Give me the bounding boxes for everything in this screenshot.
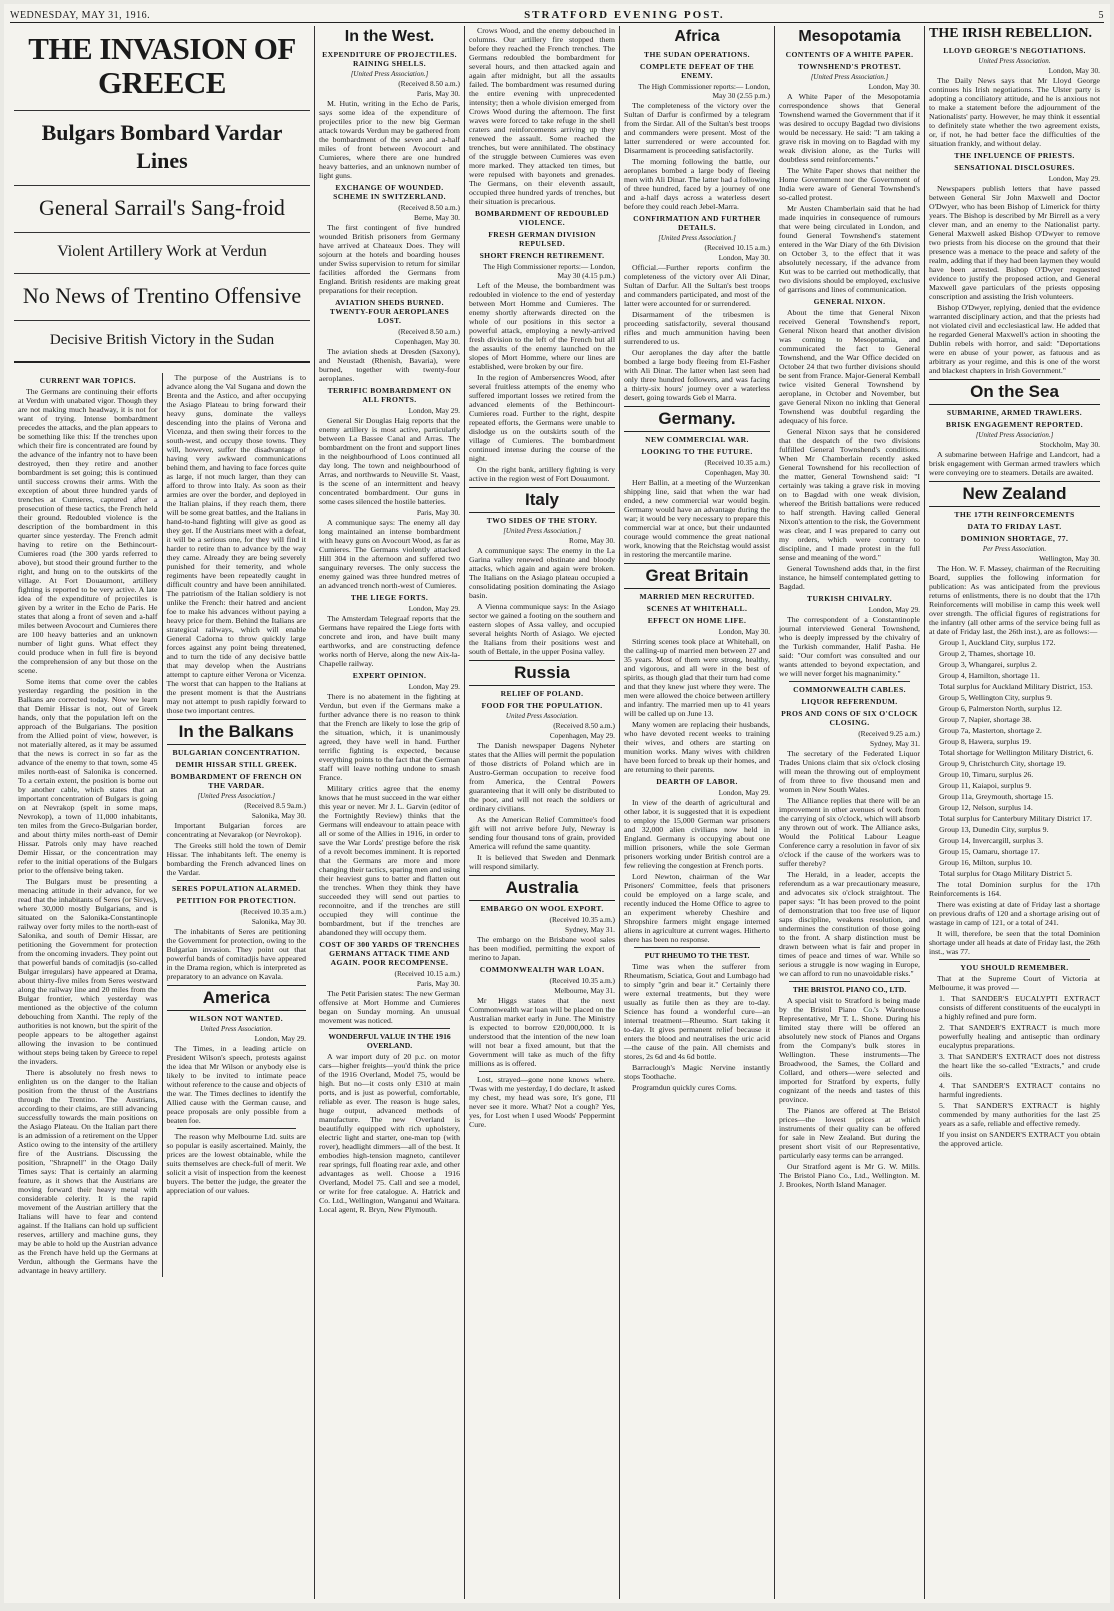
headline-2: Bulgars Bombard Vardar Lines	[14, 110, 310, 175]
received-time: (Received 8.5 9a.m.)	[244, 801, 306, 810]
received-time: (Received 8.50 a.m.)	[398, 327, 460, 336]
received-time: (Received 8.50 a.m.)	[553, 721, 615, 730]
remember-list	[929, 994, 1100, 1148]
dateline: London, May 29.	[1048, 174, 1100, 183]
headline-5: No News of Trentino Offensive	[14, 273, 310, 310]
group-item: Total surplus for Canterbury Military District 17.	[939, 814, 1092, 823]
dateline: London, May 30.	[1048, 66, 1100, 75]
received-time: (Received 10.15 a.m.)	[704, 243, 770, 252]
received-time: (Received 8.50 a.m.)	[398, 79, 460, 88]
c4-sub-3: SHORT FRENCH RETIREMENT.	[479, 251, 605, 260]
headline-3: General Sarrail's Sang-froid	[14, 185, 310, 222]
liquor-para-3: The Herald, in a leader, accepts the referendum as a war precautionary measure, and advocates six o'clock straightout. The paper says: "It has been proved to the point of demonstration that too free use of liquor saps discipline, weakens resolution, and undermines the constitution of those going to the front. A sharp distinction must be drawn between what is fair and proper in times of peace and times of war. While so serious a struggle is now waging in Europe, we can afford to run no unavoidable risks."	[779, 870, 920, 978]
dateline: London, May 29.	[718, 788, 770, 797]
topics-para-1: The Germans are continuing their efforts at Verdun with unabated vigor. Though they are not making much headway, it is not for want of trying. Intense bombardment precedes the attacks, and the plan appears to be something like this: If the trenches upon which their fire is concentrated are found by the advance of the infantry not to have been destroyed, then they retire and another bombardment is set going; this is continued until success crowns their arms. With the exception of about three hundred yards of trenches at Cumieres, captured after a prosecution of these tactics, the French held their ground. Redoubled violence is the description of the bombardment in this quarter since yesterday. The French admit having to retire on the Bethincourt-Cumieres road (the 300 yards referred to above), but stood their ground further to the right, and hung on to the outskirts of the village. At Fort Douaumont, artillery fighting is reported to be very active. A late idea of the expenditure of projectiles is given by a writer in the Echo de Paris. He states that along a front of seven and a-half miles between Avocourt and Cumieres there are 100 heavy batteries and an unknown number of light guns. What effect they could produce when in full fire is beyond the comprehension of any but those on the scene.	[18, 387, 158, 675]
group-item: Group 7, Napier, shortage 38.	[939, 715, 1032, 724]
britain-para-2: Many women are replacing their husbands, who have devoted recent weeks to training their wives, and others are starting on munition works. Many wives with children have been forced to break up their homes, and are returning to their parents.	[624, 720, 770, 774]
masthead	[10, 8, 1104, 23]
divider	[939, 959, 1090, 960]
britain-para-1: Stirring scenes took place at Whitehall, on the calling-up of married men between 27 and 35 years. Most of them were strong, healthy, and vigorous, and all were in the best of spirits, as though glad that their turn had come and that they knew just where they were. The men were allowed the choice between artillery and infantry. The married men up to 41 years will be called up on June 13.	[624, 637, 770, 718]
wilson-heading: WILSON NOT WANTED.	[189, 1014, 284, 1023]
agency-line: [United Press Association.]	[975, 431, 1054, 439]
dateline: The High Commissioner reports:— London, May 30 (4.15 p.m.)	[483, 262, 615, 280]
col-4	[465, 26, 620, 1599]
nz-para-4: It will, therefore, be seen that the total Dominion shortage under all heads at date of Friday last, the 26th inst., was 77.	[929, 929, 1100, 956]
group-item: Group 3, Whangarei, surplus 2.	[939, 660, 1037, 669]
remember-item: If you insist on SANDER'S EXTRACT you obtain the approved article.	[939, 1130, 1100, 1148]
shortage-heading: DOMINION SHORTAGE, 77.	[960, 534, 1069, 543]
group-item: Group 11a, Greymouth, shortage 15.	[939, 792, 1054, 801]
meso-para-3: Mr Austen Chamberlain said that he had made inquiries in consequence of rumours that were being circulated in London, and found General Townshend's statement entered in the War Diary of the 6th Division on October 3, to the effect that it was absolutely necessary, if the advance from Kut was to be carried out methodically, that two divisions should be employed, exclusive of garrisons and lines of communication.	[779, 204, 920, 294]
dateline: London, May 29.	[408, 682, 460, 691]
austrian-purpose-para: The purpose of the Austrians is to advance along the Val Sugana and down the Brenta and the Astico, and after occupying the Asiago Plateau to bring forward their heavy guns, dominate the valleys descending into the plains of Verona and Vicenza, and then swing their forces to the south-west, and occupy those towns. They will, however, suffer the disadvantage of having very awkward communications behind them, and having to face forces quite as large, if not much larger, than they can afford to throw into Italy. As soon as their armies are over the border, and deployed in the Italian plains, if they reach them, there will be some great battles, and the Italians in hand-to-hand fighting will give as good as they get. If the Austrians meet with a defeat, it will be a serious one, for they will find it harder to retire than to advance by the way they came. Already they are being severely punished for their temerity, and whole regiments have been repeatedly caught in difficult country and have been annihilated. The patriotism of the Italian soldiery is not unlike the French: their hatred and ancient foe to make his advances without paying a heavy price for them. Behind the Italians are strategical railways, which will enable General Cadorna to throw quickly large forces against any point being threatened, and to turn the tide of any decisive battle that may develop when the Austrians attempt to capture either Verona or Vicenza. The worst that can happen to the Italians at the present moment is that the Austrians may not attempt to push rapidly forward to those two important centres.	[166, 373, 306, 715]
group-item: Group 10, Timaru, surplus 26.	[939, 770, 1034, 779]
divider	[479, 1071, 605, 1072]
defeat-heading: COMPLETE DEFEAT OF THE ENEMY.	[639, 62, 755, 80]
war-loan-heading: COMMONWEALTH WAR LOAN.	[479, 965, 605, 974]
group-item: Group 2, Thames, shortage 10.	[939, 649, 1036, 658]
group-item: Group 5, Wellington City, surplus 9.	[939, 693, 1053, 702]
irish-para-3: Bishop O'Dwyer, replying, denied that the evidence warranted disciplinary action, and that the priests had not violated civil and ecclesiastical law. He added that he regarded General Maxwell's action in shooting the Dublin rebels with horror, and said: "Deportations were en abuse of your power, as fatuous and as arbitrary as your regime, and this is one of the worst and blackest chapters in Irish Government."	[929, 303, 1100, 375]
col-7	[925, 26, 1104, 1599]
received-time: (Received 10.35 a.m.)	[549, 915, 615, 924]
dateline: Copenhagen, May 29.	[549, 731, 615, 740]
africa-heading: Africa	[674, 28, 720, 45]
dateline: Berne, May 30.	[414, 213, 460, 222]
group-item: Group 14, Invercargill, surplus 3.	[939, 836, 1044, 845]
topics-heading: CURRENT WAR TOPICS.	[39, 376, 136, 385]
sea-heading: On the Sea	[929, 379, 1100, 405]
received-time: (Received 10.35 a.m.)	[704, 458, 770, 467]
dateline: Copenhagen, May 30.	[394, 337, 460, 346]
group-item: Total shortage for Wellington Military District, 6.	[939, 748, 1094, 757]
west-para-4: General Sir Douglas Haig reports that the enemy artillery is most active, particularly between La Bassee Canal and Arras. The bombardment on the front and support lines in the neighbourhood of Loos continued all day long. The town and neighbourhood of Arras, and northwards to Neuville St. Vaast, is the scene of an intermittent and heavy concentrated bombardment. Our guns in some cases silenced the hostile batteries.	[319, 416, 460, 506]
group-item: Group 13, Dunedin City, surplus 9.	[939, 825, 1049, 834]
nixon-heading: GENERAL NIXON.	[813, 297, 886, 306]
group-item: Group 8, Hawera, surplus 19.	[939, 737, 1032, 746]
balkans-sub-2: DEMIR HISSAR STILL GREEK.	[175, 760, 297, 769]
overland-ad: A war import duty of 20 p.c. on motor cars—higher freights—you'd think the price of the 1916 Overland, Model 75, would be high. But no—it costs only £310 at main ports, and is just as powerful, comfortable, reliable as ever. The reason is huge sales, huge output, advanced methods of manufacture. The new Overland is beautifully equipped with rich upholstery, electric light and starter, one-man top (with rover), headlight dimmers—all of the best. It embodies high-tension magneto, cantilever rear springs, full floating rear axle, and other advantages as well. Choose a 1916 Overland, Model 75. Call and see a model, or write for free catalogue. A. Hatrick and Co. Ltd., Wellington, Wanganui and Waitara. Local agent, R. Bryn, New Plymouth.	[319, 1052, 460, 1214]
main-headline: THE INVASION OF GREECE	[28, 31, 296, 100]
divider	[177, 1128, 297, 1129]
west-sub-1: EXPENDITURE OF PROJECTILES. RAINING SHELLS.	[322, 50, 457, 68]
west-para-8: Military critics agree that the enemy knows that he must succeed in the war either this year or never. Mr J. L. Garvin (editor of the Fortnightly Review) thinks that the Germans will endeavour to attain peace with all or some of the Allies in 1916, in order to save the War Lords' prestige before the risk of a revolt becomes imminent. It is reported that the Germans are more and more changing their tactics, sparing men and using their heaviest guns to batter and flatten out the trenches. When they think they have succeeded they will send out parties to reconnoitre, and if the trenches are still occupied they will continue the bombardment, but if the trenches are abandoned they will occupy them.	[319, 784, 460, 937]
wool-heading: EMBARGO ON WOOL EXPORT.	[480, 904, 604, 913]
referendum-heading: LIQUOR REFERENDUM.	[801, 697, 898, 706]
dateline: Paris, May 30.	[416, 89, 460, 98]
wool-para: The embargo on the Brisbane wool sales has been modified, permitting the export of merino to Japan.	[469, 935, 615, 962]
submarine-heading: SUBMARINE, ARMED TRAWLERS.	[946, 408, 1083, 417]
labor-para-2: Lord Newton, chairman of the War Prisoners' Committee, feels that prisoners could be employed on a large scale, and recently induced the Home Office to agree to an experiment whereby Cheshire and Shropshire farmers might engage interned aliens in agriculture at current wages. Hitherto there has been no response.	[624, 872, 770, 944]
labor-para-1: In view of the dearth of agricultural and other labor, it is suggested that it is expedient to employ the 15,000 German war prisoners and 32,000 alien civilians now held in England. Germany is occupying about one million prisoners, while the sole German prisoners working under British control are a few relieving the congestion at French ports.	[624, 798, 770, 870]
seres-para: The inhabitants of Seres are petitioning the Government for protection, owing to the Bulgarian invasion. They point out that powerful bands of comitadjis have appeared in the Drama region, which is interpreted as preparatory to an advance on Kavala.	[166, 927, 306, 981]
agency-line: [United Press Association.]	[350, 70, 429, 78]
america-heading: America	[167, 985, 307, 1011]
dateline: London, May 29.	[868, 605, 920, 614]
irish-para-1: The Daily News says that Mr Lloyd George continues his Irish negotiations. The Ulster party is adopting a conciliatory attitude, and he is anxious not to make a statement before the adjournment of the Nationalists' party. However, he may think it essential to definitely state whether the two agreement exists, or, if not, he had better face the difficulties of the situation frankly, and without delay.	[929, 76, 1100, 148]
west-para-6: The Amsterdam Telegraaf reports that the Germans have repaired the Liege forts with concrete and iron, and have built many earthworks, and are constructing defence works north of Herve, along the new Aix-la-Chapelle railway.	[319, 614, 460, 668]
c4-para-3: In the region of Ambersencres Wood, after several fruitless attempts of the enemy who suffered important losses we retired from the advanced elements of the Bethincourt-Cumieres road. Further to the right, despite repeated efforts, the Germans were unable to dislodge us on the outskirts south of the village of Cumieres. The bombardment continued intense during the course of the night.	[469, 373, 615, 463]
balkans-sub-1: BULGARIAN CONCENTRATION.	[172, 748, 301, 757]
future-heading: LOOKING TO THE FUTURE.	[641, 447, 753, 456]
west-para-2: The first contingent of five hundred wounded British prisoners from Germany have arrived at Chateaux Does. They will sojourn at the hotels and boarding houses under Swiss supervision to return for similar facilities afforded the Germans from England. British residents are making great preparations for their reception.	[319, 223, 460, 295]
west-heading: In the West.	[344, 28, 435, 45]
agency-line: [United Press Association.]	[658, 234, 736, 242]
africa-para-5: Our aeroplanes the day after the battle bombed a large body fleeing from El-Fasher with Ali Dinar. The latter when last seen had only three hundred followers, and was facing a thirty-six hours' journey over a waterless desert, going towards Geb el Marra.	[624, 348, 770, 402]
reinforcements-heading: THE 17TH REINFORCEMENTS	[954, 510, 1075, 519]
group-item: Total surplus for Otago Military District 5.	[939, 869, 1073, 878]
col-3	[315, 26, 465, 1599]
dateline: Paris, May 30.	[416, 508, 460, 517]
group-item: Group 11, Kaiapoi, surplus 9.	[939, 781, 1032, 790]
dateline: Wellington, May 30.	[1039, 554, 1100, 563]
petition-heading: PETITION FOR PROTECTION.	[176, 896, 296, 905]
balkans-para-2: The Greeks still hold the town of Demir Hissar. The inhabitants left. The enemy is bombarding the French advanced lines on the Vardar.	[166, 841, 306, 877]
irish-heading: THE IRISH REBELLION.	[929, 26, 1092, 41]
piano-ad-1: A special visit to Stratford is being made by the Bristol Piano Co.'s Warehouse Representative, Mr T. L. Shone. During his limited stay there will be offered an absolutely new stock of Pianos and Organs from the Company's bulk stores in Wellington. These instruments—The Broadwood, the Sames, the Collard and Collard, and others—were selected and imported for Stratford by experts, fully cognizant of the needs and tastes of this province.	[779, 996, 920, 1104]
west-para-3: The aviation sheds at Dresden (Saxony), and Neustadt (Rhenish, Bavaria), were burned, together with twenty-four aeroplanes.	[319, 347, 460, 383]
sea-para: A submarine between Hafrige and Landcort, had a brisk engagement with German armed trawlers which were conveying ore to steamers. Details are awaited.	[929, 450, 1100, 477]
africa-para-2: The morning following the battle, our aeroplanes bombed a large body of fleeing men with Ali Dinar. The latter had a following of three hundred, faced by a journey of one and a-half days across a waterless desert before they could reach Jebel-Marra.	[624, 157, 770, 211]
crows-wood-para: Crows Wood, and the enemy debouched in columns. Our artillery fire stopped them before they reached the French trenches. The Germans redoubled the bombardment for several hours, and then attacked again and again after midnight, but all the assaults failed. The bombardment was resumed during the entire evening with unprecedented intensity; then a whole division emerged from Crows Wood during the afternoon. The first waves were forced to take refuge in the shell craters and reinforcements arriving up they renewed the assault. Some reached the trenches, but were annihilated. The obstinacy of the struggle between Cumieres was even more marked. They attacked ten times, but were repulsed with bayonets and grenades. The Germans, on their eleventh assault, occupied three hundred yards of trenches, but their situation is precarious.	[469, 26, 615, 206]
divider	[177, 880, 297, 881]
remember-item: 4. That SANDER'S EXTRACT contains no harmful ingredients.	[939, 1081, 1100, 1099]
dateline: Sydney, May 31.	[564, 925, 615, 934]
italy-sub: TWO SIDES OF THE STORY.	[486, 516, 598, 525]
cables-heading: COMMONWEALTH CABLES.	[793, 685, 906, 694]
columns	[10, 26, 1104, 1599]
dateline: Sydney, May 31.	[869, 739, 920, 748]
dateline: London, May 29.	[254, 1034, 306, 1043]
divider	[634, 947, 760, 948]
dateline: London, May 30.	[718, 627, 770, 636]
lloyd-george-heading: LLOYD GEORGE'S NEGOTIATIONS.	[943, 46, 1086, 55]
agency-line: United Press Association.	[200, 1025, 273, 1033]
topics-section	[14, 373, 310, 1277]
west-sub-5: THE LIEGE FORTS.	[350, 593, 429, 602]
mesopotamia-heading: Mesopotamia	[798, 28, 901, 45]
piano-ad-3: Our Stratford agent is Mr G. W. Mills. The Bristol Piano Co., Ltd., Wellington. M. J. Brookes, North Island Manager.	[779, 1162, 920, 1189]
italy-heading: Italy	[469, 487, 615, 513]
balkans-heading: In the Balkans	[167, 719, 307, 745]
masthead-page-number: 5	[1098, 9, 1104, 21]
seres-heading: SERES POPULATION ALARMED.	[171, 884, 301, 893]
liquor-para-1: The secretary of the Federated Liquor Trades Unions claim that six o'clock closing will mean the throwing out of employment of from three to five thousand men and women in New South Wales.	[779, 749, 920, 794]
russia-para-3: It is believed that Sweden and Denmark will respond similarly.	[469, 853, 615, 871]
italy-para-2: A Vienna communique says: In the Asiago sector we gained a footing on the southern and eastern slopes of Assa valley, and occupied several heights North of Asiago. We ejected the Italians from their positions west and south of Bettale, in the upper Posina valley.	[469, 602, 615, 656]
dateline: London, May 30.	[868, 82, 920, 91]
received-time: (Received 9.25 a.m.)	[858, 729, 920, 738]
germany-para: Herr Ballin, at a meeting of the Wurzenkan shipping line, said that when the war had ended, a new commercial war would begin. Germany would have an advantage during the war; it would be very necessary to prepare this commercial war at once, but their undaunted courage would commence the great national work, knowing that the Reichstag would assist in restoring the mercantile marine.	[624, 478, 770, 559]
agency-line: [United Press Association.]	[503, 527, 581, 535]
c4-sub-1: BOMBARDMENT OF REDOUBLED VIOLENCE.	[474, 209, 610, 227]
meso-para-2: The White Paper shows that neither the Home Government nor the Government of India were aware of General Townshend's so-called protest.	[779, 166, 920, 202]
groups-list	[929, 638, 1100, 878]
africa-para-4: Disarmament of the tribesmen is proceeding satisfactorily, several thousand rifles and much ammunition having been surrendered to us.	[624, 310, 770, 346]
peppermint-ad: Lost, strayed—gone none knows where. 'Twas with me yesterday, I do declare, It asked my chest, my head was sore, It's gone, I'll never see it more. What? Not a cough? Yes, yes, for Lost when I used Woods' Peppermint Cure.	[469, 1075, 615, 1129]
russia-sub-1: RELIEF OF POLAND.	[500, 689, 584, 698]
dateline: London, May 29.	[408, 406, 460, 415]
agency-line: [United Press Association.]	[810, 73, 889, 81]
australia-heading: Australia	[469, 875, 615, 901]
piano-ad-heading: THE BRISTOL PIANO CO., LTD.	[792, 985, 907, 994]
meso-para-1: A White Paper of the Mesopotamia correspondence shows that General Townshend warned the Government that if it was desired to occupy Bagdad two divisions would be necessary. He said: "I am taking a grave risk in moving on to Bagdad with my weak division alone, as the Turks will doubtless send reinforcements."	[779, 92, 920, 164]
married-men-heading: MARRIED MEN RECRUITED.	[639, 592, 755, 601]
data-heading: DATA TO FRIDAY LAST.	[967, 522, 1062, 531]
divider	[789, 981, 910, 982]
west-sub-7: COST OF 300 YARDS OF TRENCHES GERMANS ATTACK TIME AND AGAIN. POOR RECOMPENSE.	[319, 940, 460, 967]
remember-heading: YOU SHOULD REMEMBER.	[960, 963, 1069, 972]
divider	[329, 1028, 450, 1029]
meso-para-6: General Townshend adds that, in the first instance, he himself contemplated getting to Bagdad.	[779, 564, 920, 591]
headline-4: Violent Artillery Work at Verdun	[14, 232, 310, 263]
west-sub-4: TERRIFIC BOMBARDMENT ON ALL FRONTS.	[327, 386, 452, 404]
headline-6: Decisive British Victory in the Sudan	[14, 320, 310, 363]
remember-item: 3. That SANDER'S EXTRACT does not distress the heart like the so-called "Extracts," and crude oils.	[939, 1052, 1100, 1079]
group-item: Group 16, Milton, surplus 10.	[939, 858, 1032, 867]
germany-heading: Germany.	[624, 406, 770, 432]
remember-item: 1. That SANDER'S EUCALYPTI EXTRACT consists of different constituents of the eucalypti in a highly refined and pure form.	[939, 994, 1100, 1021]
liquor-para-2: The Alliance replies that there will be an improvement in other avenues of work from the carrying of six o'clock, which will absorb any thrown out of work. The Alliance asks, Would the Political Labour League Conference carry a resolution in favor of six o'clock if the cause of the workers was to suffer thereby?	[779, 796, 920, 868]
rheumo-ad: Time was when the sufferer from Rheumatism, Sciatica, Gout and Lumbago had to simply "grin and bear it." Certainly there were external treatments, but they were usually as futile then as they are to-day. Science has found a wonderful cure—an internal treatment—Rheumo. Start taking it to-day. It gives permanent relief because it enters the blood and neutralises the uric acid—the cause of the pain. All chemists and stores, 2s 6d and 4s 6d bottle.	[624, 962, 770, 1061]
west-para-1: M. Hutin, writing in the Echo de Paris, says some idea of the expenditure of projectiles prior to the new big German attack towards Verdun may be gathered from the bombardment of the seven and a-half miles of front between Avocourt and Cumieres, where there are one hundred heavy batteries, and an unknown number of light guns.	[319, 99, 460, 180]
white-paper-heading: CONTENTS OF A WHITE PAPER.	[785, 50, 914, 59]
piano-ad-2: The Pianos are offered at The Bristol prices—the lowest prices at which instruments of their quality can be offered for sale in New Zealand. But during the present short visit of our Representative, particularly easy terms can be arranged.	[779, 1106, 920, 1160]
war-loan-para: Mr Higgs states that the next Commonwealth war loan will be placed on the Australian market early in June. The Ministry is expected to borrow £20,000,000. It is understood that the intention of the new loan will not bear a fixed amount, but that the Government will take as much of the fifty millions as is offered.	[469, 996, 615, 1068]
dateline: London, May 30.	[718, 253, 770, 262]
nz-para-3: There was existing at date of Friday last a shortage on previous drafts of 120 and a shortage arising out of wastage in camp of 121, or a total of 241.	[929, 900, 1100, 927]
meso-para-4: About the time that General Nixon received General Townshend's report, General Nixon heard that another division was coming to Mesopotamia, and communicated the fact to General Townshend, and the War Office decided on October 24 that two further divisions should be sent from France. Major-General Kemball twice visited General Townshend by aeroplane, in October and November, but gave General Nixon no inkling that General Townshend was doubtful regarding the adequacy of his force.	[779, 308, 920, 425]
col-1	[10, 26, 315, 1599]
headline-block	[14, 32, 310, 363]
commercial-war-heading: NEW COMMERCIAL WAR.	[645, 435, 749, 444]
nervine-ad: Barraclough's Magic Nervine instantly stops Toothache.	[624, 1063, 770, 1081]
dateline: London, May 29.	[408, 604, 460, 613]
received-time: (Received 8.50 a.m.)	[398, 203, 460, 212]
meso-para-5: General Nixon says that he considered that the despatch of the two divisions fulfilled General Townshend's conditions. When Mr Chamberlain recently asked General Townshend for his recollection of the matter, General Townshend said: "I certainly was taking a grave risk in moving on to Bagdad with one weak division, whereof the British battalions were reduced to half strength. Having called General Nixon's attention to the risk, the Government was clear, and I was prepared to carry out my orders, which were contrary to discipline, and I made protest in the full sense and meaning of the word."	[779, 427, 920, 562]
received-time: (Received 10.15 a.m.)	[394, 969, 460, 978]
group-item: Group 12, Nelson, surplus 14.	[939, 803, 1033, 812]
remember-item: 5. That SANDER'S EXTRACT is highly commended by many authorities for the last 25 years as a safe, reliable and effective remedy.	[939, 1101, 1100, 1128]
irish-para-2: Newspapers publish letters that have passed between General Sir John Maxwell and Doctor O'Dwyer, who has been Bishop of Limerick for thirty years. The Bishop is described by Mr Birrell as a very clever man, and an enemy to the Nationalist party. General Maxwell asked Bishop O'Dwyer to remove two priests from his diocese on the ground that their presence was a menace to the peace and safety of the realm, adding that if they had been laymen they would have been arrested. Bishop O'Dwyer requested evidence to justify the proposed action, and General Maxwell gave particulars of the priests opposing conscription and assisting the Irish volunteers.	[929, 184, 1100, 301]
newspaper-page	[4, 4, 1110, 1603]
group-item: Group 9, Christchurch City, shortage 19.	[939, 759, 1066, 768]
russia-para-1: The Danish newspaper Dagens Nyheter states that the Allies will permit the population of those districts of Poland which are in Austro-German occupation to receive food from America, the Central Powers guaranteeing that it will only be distributed to the poor, and will not reach the soldiers or ordinary civilians.	[469, 741, 615, 813]
agency-line: Per Press Association.	[982, 545, 1047, 553]
divider	[789, 681, 910, 682]
wilson-para: The Times, in a leading article on President Wilson's speech, protests against the idea that Mr Wilson or anybody else is likely to be invited to intimate peace without reference to the cause and objects of the war. The Times declines to identify the Allied cause with the German cause, and peace proposals are only possible from a beaten foe.	[166, 1044, 306, 1125]
masthead-title: STRATFORD EVENING POST.	[524, 9, 725, 21]
remember-intro: That at the Supreme Court of Victoria at Melbourne, it was proved —	[929, 974, 1100, 992]
priests-heading: THE INFLUENCE OF PRIESTS.	[954, 151, 1075, 160]
britain-heading: Great Britain	[624, 563, 770, 589]
dateline: Stockholm, May 30.	[1039, 440, 1100, 449]
russia-heading: Russia	[469, 660, 615, 686]
agency-line: [United Press Association.]	[197, 792, 276, 800]
corns-ad: Programdun quickly cures Corns.	[632, 1083, 737, 1092]
col-5	[620, 26, 775, 1599]
west-sub-2: EXCHANGE OF WOUNDED. SCHEME IN SWITZERLAND.	[333, 183, 446, 201]
group-item: Group 4, Hamilton, shortage 11.	[939, 671, 1040, 680]
nz-para-1: The Hon. W. F. Massey, chairman of the Recruiting Board, supplies the following information for publication: As was anticipated from the previous returns of enlistments, there is no doubt that the 17th Reinforcements will mobilise in camp this week well over strength. The official figures of registrations for the infantry (all other arms of the service being full as at date of Friday last, the 26th inst.), are as follows:—	[929, 564, 1100, 636]
home-life-heading: EFFECT ON HOME LIFE.	[647, 616, 747, 625]
west-para-5: A communique says: The enemy all day long maintained an intense bombardment with heavy guns on Avocourt Wood, as far as Cumieres. The Germans violently attacked Hill 304 in the afternoon and suffered two sanguinary reverses. The only success the enemy gained was three hundred metres of an advanced trench north-west of Cumieres.	[319, 518, 460, 590]
dateline: The High Commissioner reports:— London, May 30 (2.55 p.m.)	[638, 82, 770, 100]
melbourne-ad: The reason why Melbourne Ltd. suits are so popular is easily ascertained. Mainly, the prices are the lowest obtainable, while the suits themselves are check-full of merit. We solicit a visit of inspection from the keenest buyers. The better the judge, the greater the appreciation of our values.	[166, 1132, 306, 1195]
balkans-para-1: Important Bulgarian forces are concentrating at Nevarakop (or Nevrokop).	[166, 821, 306, 839]
dateline: Copenhagen, May 30.	[704, 468, 770, 477]
west-para-9: The Petit Parisien states: The new German offensive at Mort Homme and Cumieres began on Sunday morning. An unusual movement was noticed.	[319, 989, 460, 1025]
dateline: Paris, May 30.	[416, 979, 460, 988]
engagement-heading: BRISK ENGAGEMENT REPORTED.	[945, 420, 1084, 429]
west-sub-6: EXPERT OPINION.	[352, 671, 427, 680]
group-item: Group 6, Palmerston North, surplus 12.	[939, 704, 1063, 713]
received-time: (Received 10.35 a.m.)	[240, 907, 306, 916]
topics-para-3: The Bulgars must be presenting a menacing attitude in their advance, for we read that the inhabitants of Seres (or Sirves), where 30,000 mostly Bulgarians, and is situated on the Salonika-Constantinople railway over forty miles to the north-east of Salonika, and south of Demir Hissar, are petitioning the Government for protection from the oncoming invaders. They point out that powerful bands of comitadjis (so-called Bulgar irregulars) have appeared at Drama, about thirty-five miles from Seres westward along the railway line and 20 miles from the Bulgar frontier, which yesterday was mentioned as the objective of the column debouching from Xanthi. The reply of the authorities is not known, but the spirit of the people appears to be altogether against allowing the invasion to be continued without steps being taken by Greece to repel the invaders.	[18, 877, 158, 1066]
rheumo-ad-heading: PUT RHEUMO TO THE TEST.	[644, 951, 750, 960]
topics-col-b	[163, 373, 311, 1277]
group-item: Group 15, Oamaru, shortage 17.	[939, 847, 1040, 856]
italy-para-1: A communique says: The enemy in the La Garina valley renewed obstinate and bloody attacks, which again and again were broken. The Italians on the Asiago plateau occupied a consolidating position dominating the Asiago basin.	[469, 546, 615, 600]
confirmation-heading: CONFIRMATION AND FURTHER DETAILS.	[633, 214, 761, 232]
dateline: Melbourne, May 31.	[554, 986, 615, 995]
topics-para-2: Some items that come over the cables yesterday regarding the position in the Balkans are corrected today. Now we learn that Demir Hissar is not, out of Greek hands, only that the population left on the approach of the Bulgarians. The position from the Allied point of view, however, is not materially altered, as it may be assumed that the news is correct in so far as the advance of the enemy to that town, some 45 miles north-east of Salonika is concerned. To a certain extent, the position is borne out by another cable, which states that an important concentration of Bulgars is going on at Nevrakop (spelt in some maps, Nevrokop), a town of 11,000 inhabitants, ten miles from the Greco-Bulgarian border, and about thirty miles north-east of Demir Hissar. Patrols only may have reached Demir Hissar, or the concentration may refer to the initial operations of the Bulgars prior to the offensive being taken.	[18, 677, 158, 875]
sudan-heading: THE SUDAN OPERATIONS.	[644, 50, 750, 59]
west-sub-3: AVIATION SHEDS BURNED. TWENTY-FOUR AEROPLANES LOST.	[329, 298, 450, 325]
masthead-date: WEDNESDAY, MAY 31, 1916.	[10, 9, 151, 21]
remember-item: 2. That SANDER'S EXTRACT is much more powerfully healing and antiseptic than ordinary eucalyptus preparations.	[939, 1023, 1100, 1050]
c4-para-4: On the right bank, artillery fighting is very active in the region west of Fort Douaumont.	[469, 465, 615, 483]
africa-para-3: Official.—Further reports confirm the completeness of the victory over Ali Dinar, Sultan of Darfur. All the Sultan's best troops and commanders participated, and most of the latter were accounted for or surrendered.	[624, 263, 770, 308]
balkans-sub-3: BOMBARDMENT OF FRENCH ON THE VARDAR.	[170, 772, 302, 790]
dateline: Salonika, May 30.	[251, 917, 306, 926]
chivalry-para: The correspondent of a Constantinople journal interviewed General Townshend, who is deeply impressed by the chivalry of the Turkish commander, Halif Pasha. He said: "Our comfort was consulted and our wants attended to beyond expectation, and we will never forget his magnanimity."	[779, 615, 920, 678]
townshend-heading: TOWNSHEND'S PROTEST.	[797, 62, 902, 71]
russia-sub-2: FOOD FOR THE POPULATION.	[481, 701, 603, 710]
labor-heading: DEARTH OF LABOR.	[656, 777, 738, 786]
agency-line: United Press Association.	[505, 712, 579, 720]
west-para-7: There is no abatement in the fighting at Verdun, but even if the Germans make a further advance there is no reason to think that the French are likely to lose the grip of the situation, which, it is unanimously agreed, they have well in hand. Further terrific fighting is expected, because everything points to the fact that the German staff will leave nothing undone to smash France.	[319, 692, 460, 782]
whitehall-heading: SCENES AT WHITEHALL.	[646, 604, 748, 613]
closing-heading: PROS AND CONS OF SIX O'CLOCK CLOSING.	[781, 709, 918, 727]
dateline: Rome, May 30.	[569, 536, 615, 545]
received-time: (Received 10.35 a.m.)	[549, 976, 615, 985]
agency-line: United Press Association.	[978, 57, 1051, 65]
topics-col-a	[14, 373, 163, 1277]
dateline: Salonika, May 30.	[251, 811, 306, 820]
group-item: Total surplus for Auckland Military District, 153.	[939, 682, 1093, 691]
disclosures-heading: SENSATIONAL DISCLOSURES.	[954, 163, 1075, 172]
chivalry-heading: TURKISH CHIVALRY.	[806, 594, 893, 603]
group-item: Group 1, Auckland City, surplus 172.	[939, 638, 1056, 647]
africa-para-1: The completeness of the victory over the Sultan of Darfur is confirmed by a telegram from the Sirdar. All of the Sultan's best troops and commanders were present. Most of the latter surrendered or were accounted for. Disarmament is proceeding satisfactorily.	[624, 101, 770, 155]
nz-para-2: The total Dominion surplus for the 17th Reinforcements is 164.	[929, 880, 1100, 898]
overland-ad-heading: WONDERFUL VALUE IN THE 1916 OVERLAND.	[328, 1032, 451, 1050]
nz-heading: New Zealand	[929, 481, 1100, 507]
c4-para-2: Left of the Meuse, the bombardment was redoubled in violence to the end of yesterday between Mort Homme and Cumieres. The enemy shortly afterwards directed on the whole of our positions in this sector a powerful attack, employing a newly-arrived fresh division to the left of the French but all the assaults of the enemy launched on the slopes of Mort Homme, where our lines are established, were broken by our fire.	[469, 281, 615, 371]
c4-sub-2: FRESH GERMAN DIVISION REPULSED.	[488, 230, 596, 248]
group-item: Group 7a, Masterton, shortage 2.	[939, 726, 1042, 735]
col-6	[775, 26, 925, 1599]
topics-para-4: There is absolutely no fresh news to enlighten us on the danger to the Italian position from the thrust of the Austrians through the Trentino. The Austrians, according to their claims, are still advancing successfully towards the main positions on the Asiago Plateau. On the Italian part there is an admission of a retirement on the Upper Astico owing to the intensity of the artillery fire of the Austrians. Discussing the position, "Shrapnell" in the Otago Daily Times says: That is certainly an alarming feature, as it shows that the Austrians are moving forward their heavy metal with considerable celerity. It is the rapid movement of the Austrian artillery that the Italians will have to fear and contend against. If the Italians can hold up sufficient reserves, artillery and machine guns, they may be able to hold up the Austrian advance as the French have held up the Germans at Verdun, although the Germans have the advantage in heavy artillery.	[18, 1068, 158, 1275]
russia-para-2: As the American Relief Committee's food gift will not arrive before July, Newray is sending four thousand tons of grain, provided America will refund the same quantity.	[469, 815, 615, 851]
